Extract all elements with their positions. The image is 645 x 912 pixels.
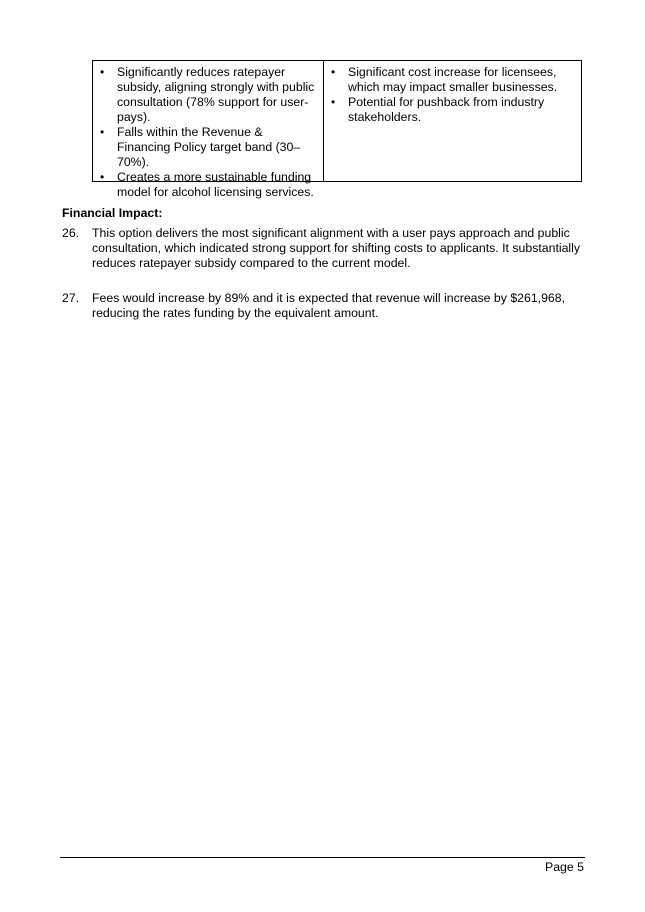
pros-column: [93, 61, 324, 199]
paragraph-text: This option delivers the most significant alignment with a user pays approach and public consultation, which indicated strong support for shifting costs to applicants. It substantially reduces ratepayer subsidy compared to the current model.: [92, 226, 581, 270]
bullet-icon: •: [331, 95, 336, 109]
bullet-icon: •: [100, 125, 105, 139]
list-item: [93, 65, 323, 125]
list-item-text: Significant cost increase for licensees, which may impact smaller businesses.: [348, 65, 558, 94]
bullet-icon: •: [100, 65, 105, 79]
page-number: Page 5: [545, 860, 584, 874]
list-item: [93, 170, 323, 200]
list-item-text: Potential for pushback from industry stakeholders.: [348, 95, 545, 124]
cons-list: [324, 65, 581, 125]
list-item-text: Creates a more sustainable funding model for alcohol licensing services.: [117, 170, 314, 199]
paragraph-text: Fees would increase by 89% and it is expected that revenue will increase by $261,968, reducing the rates funding by the equivalent amount.: [92, 291, 566, 320]
paragraph-number: 27.: [62, 291, 80, 305]
list-item-text: Falls within the Revenue & Financing Policy target band (30–70%).: [117, 125, 301, 169]
list-item: [93, 125, 323, 170]
pros-cons-table: [92, 60, 582, 199]
paragraph-number: 26.: [62, 226, 80, 240]
list-item: [324, 95, 581, 125]
list-item: [324, 65, 581, 95]
bullet-icon: •: [100, 170, 105, 184]
numbered-paragraph: [62, 291, 582, 321]
pros-list: [93, 65, 323, 200]
section-heading: Financial Impact:: [62, 206, 163, 220]
list-item-text: Significantly reduces ratepayer subsidy, aligning strongly with public consultation (78% support for user-pays).: [117, 65, 315, 124]
numbered-paragraph: [62, 226, 582, 271]
footer-divider: [60, 857, 585, 858]
bullet-icon: •: [331, 65, 336, 79]
cons-column: [324, 61, 581, 181]
